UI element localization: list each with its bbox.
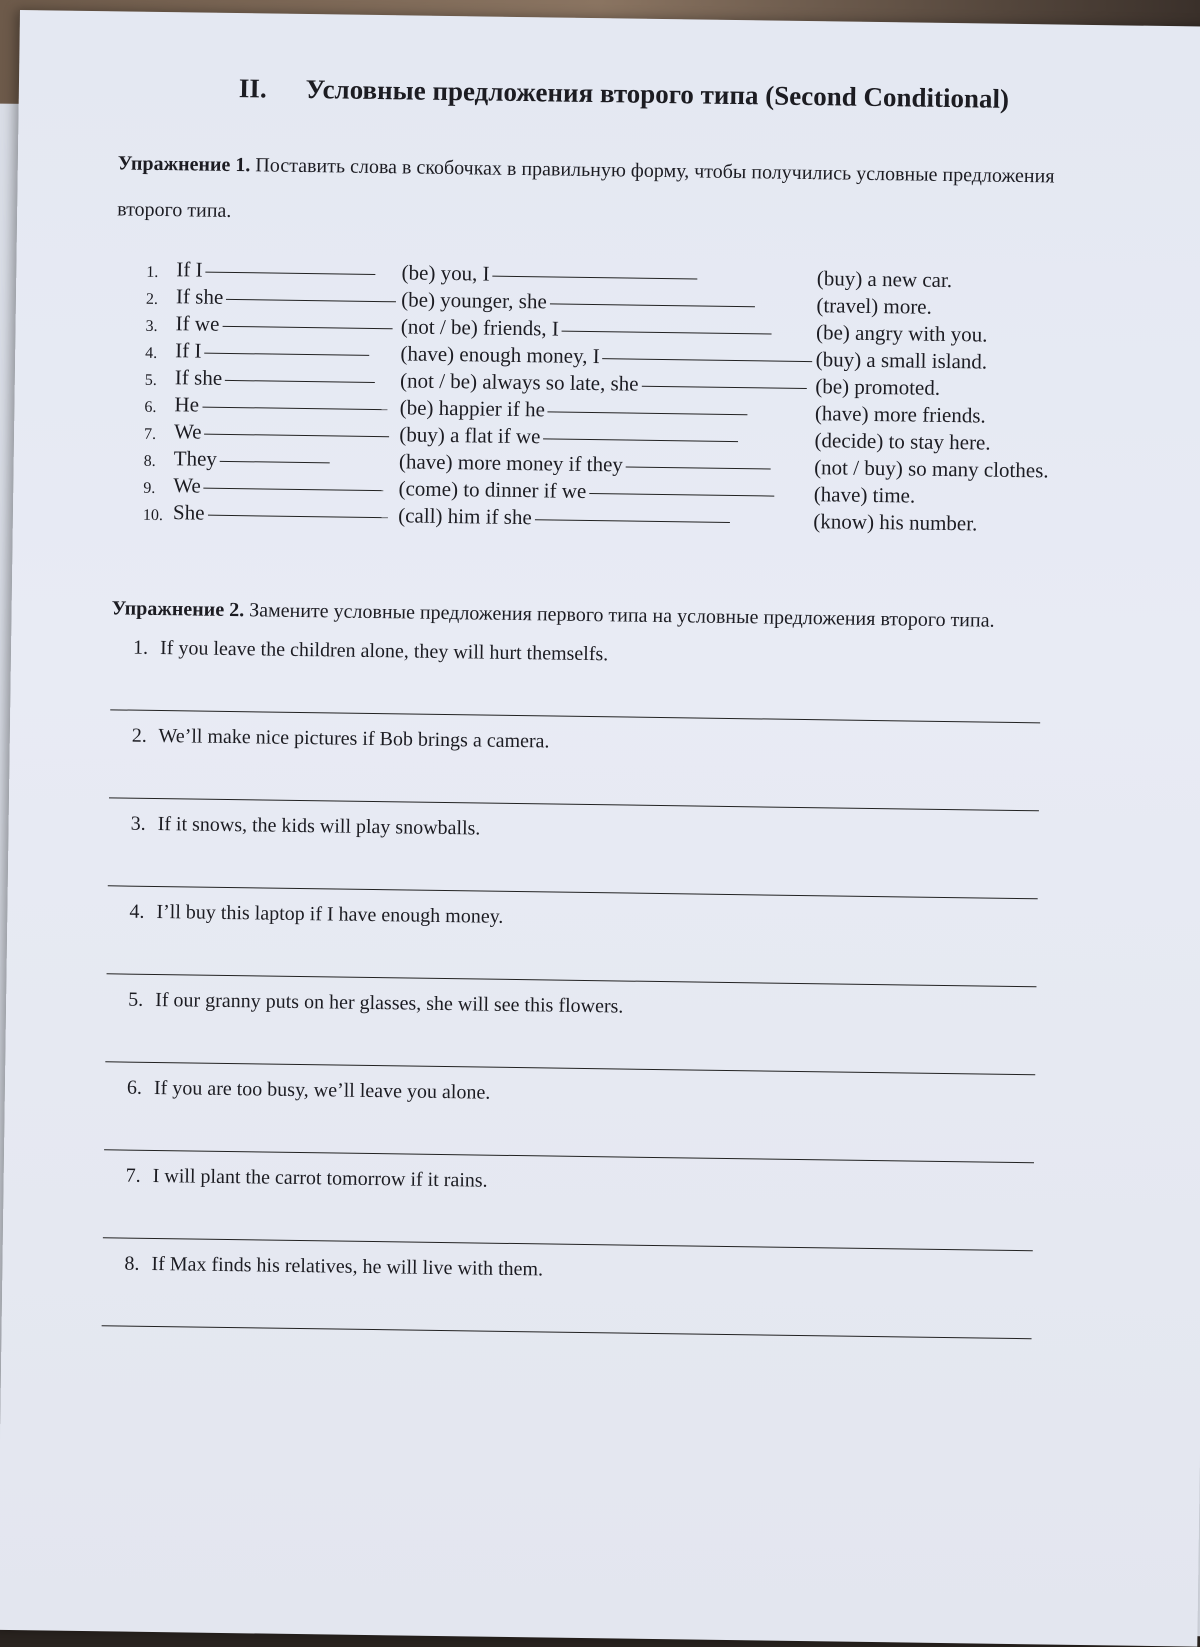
- clause-text: (not / be) friends, I: [400, 314, 560, 341]
- item-ending: (decide) to stay here.: [814, 428, 991, 455]
- item-number: 8.: [143, 452, 156, 470]
- item-clause: [399, 420, 815, 453]
- answer-blank[interactable]: [550, 302, 755, 307]
- answer-blank[interactable]: [535, 518, 730, 523]
- item-number: 1.: [132, 636, 149, 659]
- exercise2-item: [110, 636, 1091, 724]
- item-ending: (have) time.: [813, 482, 916, 508]
- item-clause: [401, 285, 817, 318]
- item-ending: (not / buy) so many clothes.: [813, 455, 1049, 483]
- exercise1-heading: [117, 140, 1078, 245]
- sentence-text: If you leave the children alone, they will hurt themselfs.: [159, 637, 609, 666]
- clause-text: (come) to dinner if we: [398, 476, 587, 503]
- section-number: II.: [238, 73, 267, 104]
- item-ending: (have) more friends.: [814, 401, 986, 428]
- item-subject: [176, 282, 402, 312]
- item-number: 10.: [142, 506, 164, 525]
- exercise2-item: [107, 900, 1088, 988]
- exercise2-item: [104, 1076, 1085, 1164]
- clause-text: (call) him if she: [398, 503, 532, 530]
- item-ending: (buy) a new car.: [816, 266, 953, 293]
- clause-text: (not / be) always so late, she: [399, 368, 639, 396]
- worksheet-content: [101, 71, 1099, 1350]
- item-number: 1.: [146, 263, 159, 281]
- exercise2-list: [102, 636, 1092, 1340]
- answer-blank[interactable]: [562, 330, 772, 335]
- answer-blank[interactable]: [493, 275, 698, 280]
- exercise2: [102, 594, 1092, 1340]
- item-ending: (be) promoted.: [815, 374, 941, 400]
- item-subject: [176, 255, 402, 285]
- answer-blank[interactable]: [225, 379, 375, 383]
- sentence-text: If it snows, the kids will play snowballs.: [157, 813, 481, 840]
- answer-blank[interactable]: [603, 357, 813, 362]
- exercise2-item: [108, 812, 1089, 900]
- item-subject: [174, 444, 400, 474]
- item-ending: (travel) more.: [816, 293, 933, 319]
- sentence-text: If Max finds his relatives, he will live with them.: [151, 1252, 544, 1281]
- exercise2-item: [105, 988, 1086, 1076]
- section-title-text: Условные предложения второго типа (Second Conditional): [305, 73, 1010, 114]
- item-number: 8.: [124, 1252, 140, 1275]
- answer-blank[interactable]: [642, 385, 807, 389]
- item-number: 7.: [125, 1164, 141, 1187]
- item-clause: [399, 447, 815, 480]
- answer-blank[interactable]: [626, 466, 771, 470]
- clause-text: (be) you, I: [401, 260, 490, 286]
- item-ending: (know) his number.: [813, 509, 978, 536]
- exercise1-instruction: Поставить слова в скобочках в правильную форму, чтобы получились условные предложения второго типа.: [117, 154, 1055, 222]
- sentence-text: I will plant the carrot tomorrow if it rains.: [152, 1164, 488, 1192]
- item-number: 3.: [130, 812, 146, 835]
- worksheet-page: [0, 10, 1200, 1647]
- sentence-text: I’ll buy this laptop if I have enough money.: [156, 900, 504, 928]
- clause-text: (be) happier if he: [399, 395, 546, 422]
- answer-blank[interactable]: [222, 325, 392, 329]
- answer-blank[interactable]: [589, 492, 774, 497]
- item-subject: [173, 471, 399, 501]
- item-number: 4.: [129, 900, 145, 923]
- sentence-text: We’ll make nice pictures if Bob brings a camera.: [158, 725, 550, 753]
- answer-blank[interactable]: [204, 352, 369, 356]
- answer-blank[interactable]: [220, 460, 330, 464]
- exercise2-item: [102, 1252, 1083, 1340]
- item-subject: [174, 417, 400, 447]
- subject-text: He: [174, 392, 200, 417]
- item-number: 6.: [126, 1076, 143, 1099]
- item-number: 2.: [145, 290, 159, 308]
- section-title: [239, 73, 1099, 116]
- answer-blank[interactable]: [202, 406, 387, 411]
- subject-text: If she: [175, 284, 224, 309]
- exercise2-heading: [111, 594, 1041, 635]
- exercise2-instruction: Замените условные предложения первого типа на условные предложения второго типа.: [249, 599, 995, 632]
- item-subject: [174, 390, 400, 420]
- item-number: 6.: [144, 398, 157, 416]
- answer-blank[interactable]: [548, 410, 748, 415]
- exercise1-list: [143, 255, 1052, 538]
- item-number: 5.: [128, 988, 144, 1011]
- subject-text: If I: [175, 338, 202, 363]
- item-ending: (be) angry with you.: [815, 320, 988, 347]
- subject-text: If we: [175, 311, 220, 336]
- exercise2-label: Упражнение 2.: [111, 597, 245, 622]
- exercise2-item: [109, 724, 1090, 812]
- item-number: 2.: [131, 724, 148, 747]
- item-number: 7.: [143, 425, 157, 443]
- subject-text: If I: [176, 257, 203, 282]
- subject-text: They: [173, 446, 218, 471]
- item-number: 4.: [145, 344, 158, 362]
- answer-blank[interactable]: [207, 514, 387, 519]
- clause-text: (be) younger, she: [401, 287, 547, 314]
- exercise1-label: Упражнение 1.: [117, 152, 251, 177]
- clause-text: (have) more money if they: [398, 449, 624, 477]
- subject-text: We: [173, 419, 202, 444]
- exercise2-item: [103, 1164, 1084, 1252]
- answer-blank[interactable]: [226, 298, 396, 302]
- subject-text: We: [173, 473, 202, 498]
- item-number: 3.: [145, 317, 158, 335]
- answer-blank[interactable]: [205, 433, 390, 438]
- sentence-text: If you are too busy, we’ll leave you alone.: [153, 1076, 491, 1104]
- item-subject: [175, 336, 401, 366]
- answer-blank[interactable]: [206, 271, 376, 275]
- subject-text: She: [172, 500, 205, 525]
- answer-blank[interactable]: [543, 437, 738, 442]
- subject-text: If she: [174, 365, 223, 390]
- item-subject: [173, 498, 399, 528]
- item-subject: [175, 309, 401, 339]
- sentence-text: If our granny puts on her glasses, she will see this flowers.: [155, 988, 624, 1018]
- item-ending: (buy) a small island.: [815, 347, 988, 374]
- answer-blank[interactable]: [204, 487, 384, 492]
- item-number: 9.: [143, 479, 156, 497]
- item-clause: [401, 258, 817, 291]
- item-number: 5.: [144, 371, 157, 389]
- clause-text: (buy) a flat if we: [399, 422, 541, 449]
- item-subject: [175, 363, 401, 393]
- clause-text: (have) enough money, I: [400, 341, 600, 369]
